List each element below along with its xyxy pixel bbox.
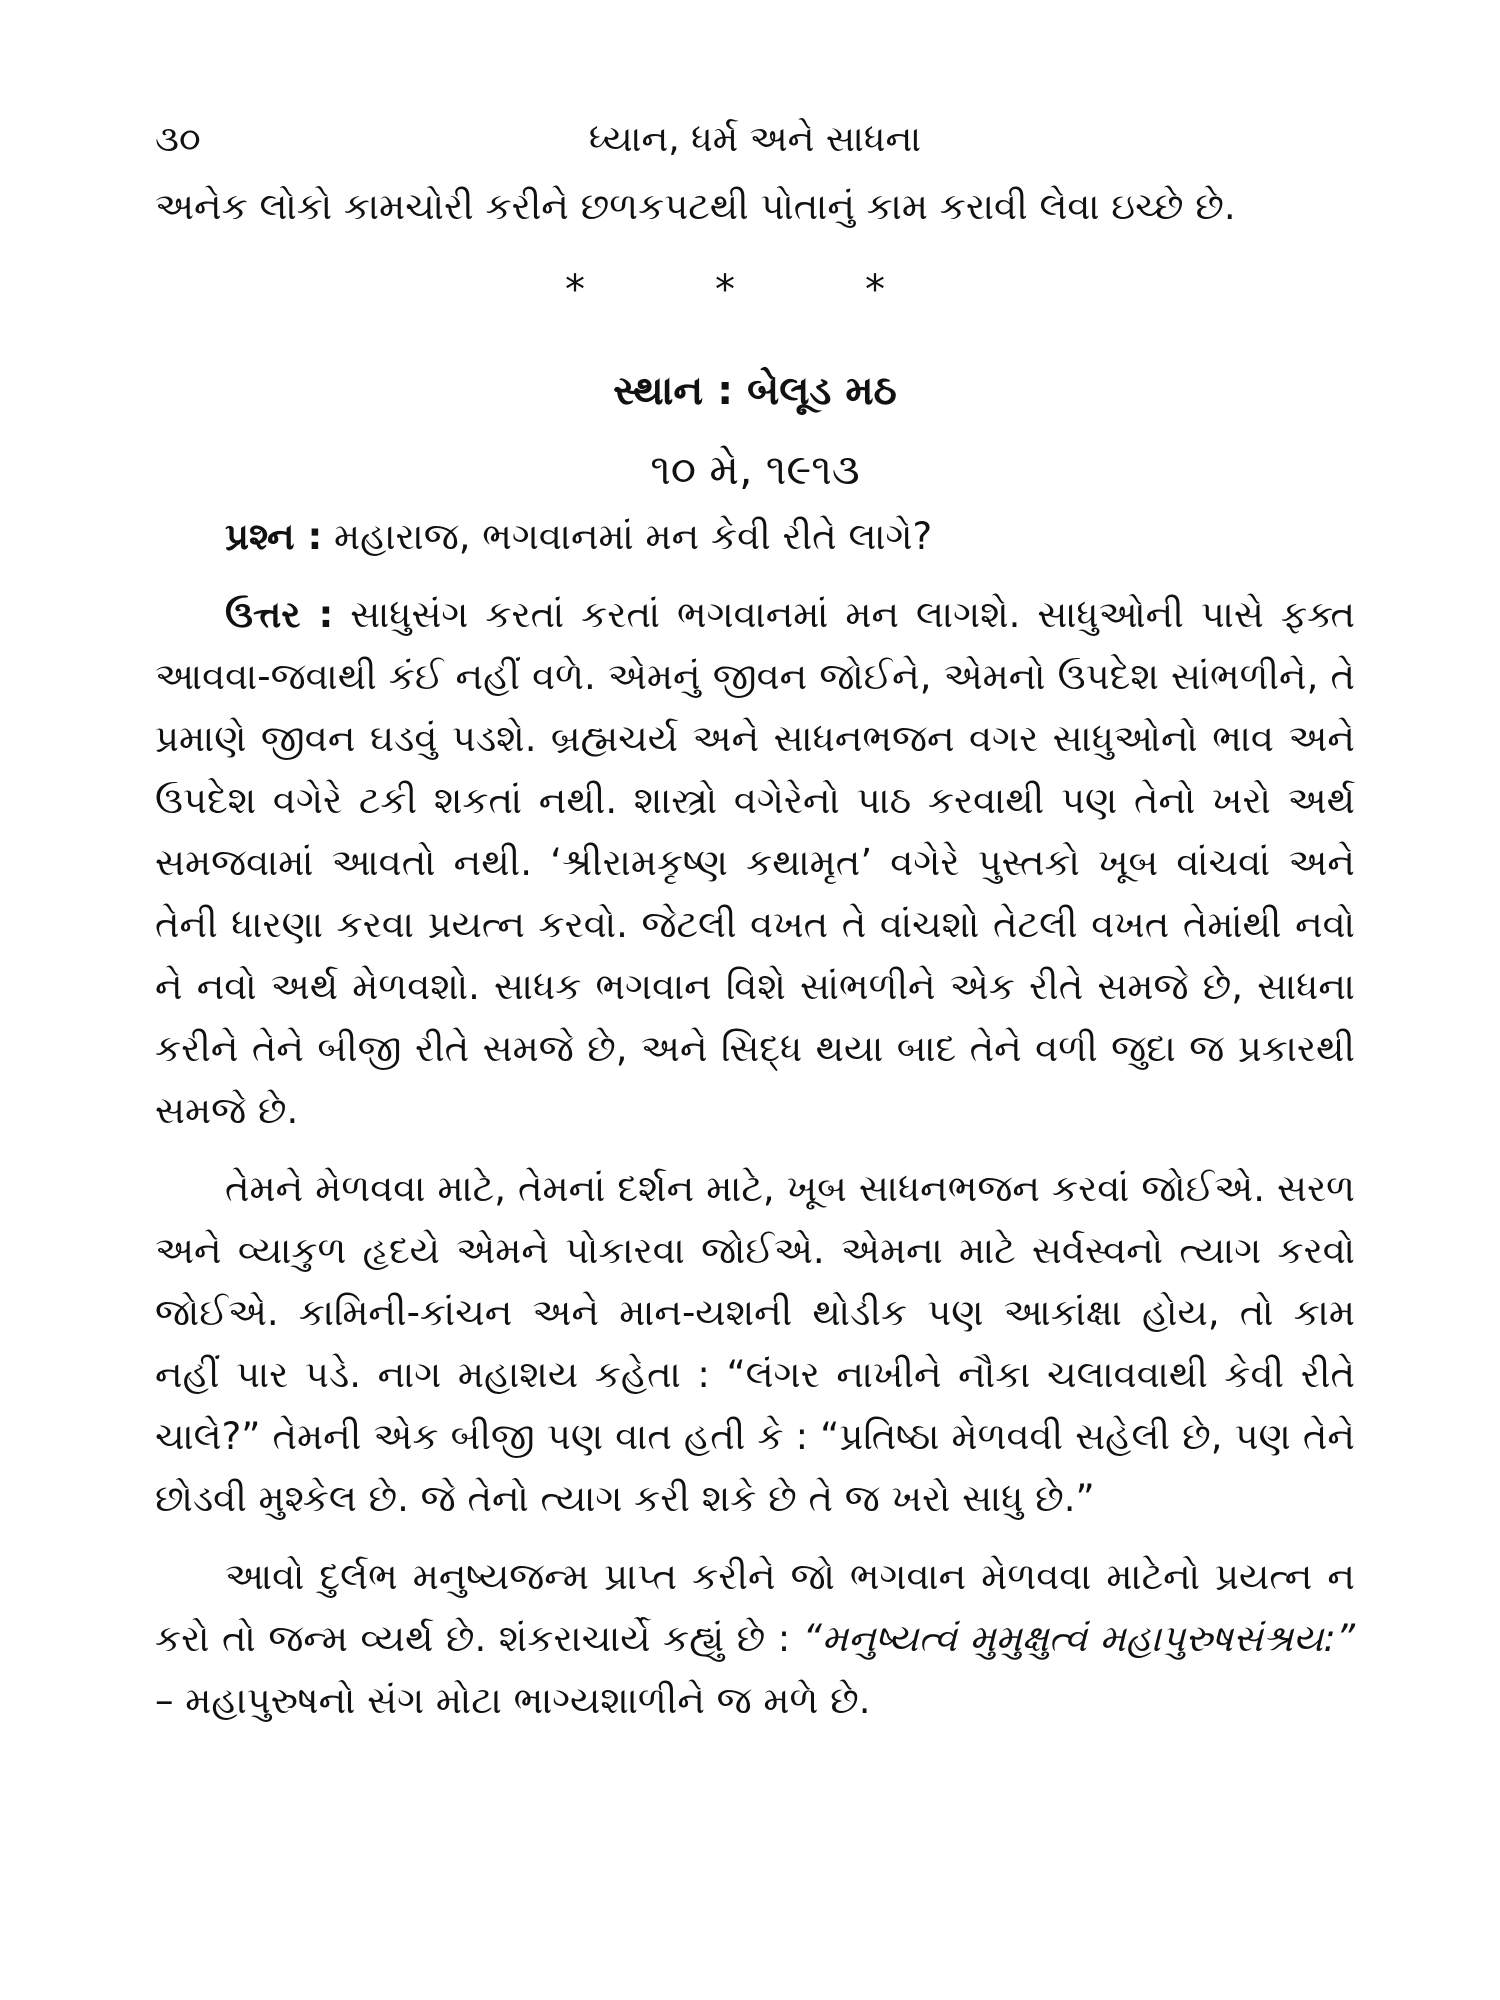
answer-text: સાધુસંગ કરતાં કરતાં ભગવાનમાં મન લાગશે. સાધુઓની પાસે ફક્ત આવવા-જવાથી કંઈ નહીં વળે. એમનું જીવન જોઈને, એમનો ઉપદેશ સાંભળીને, તે પ્રમાણે જીવન ઘડવું પડશે. બ્રહ્મચર્ય અને સાધનભજન વગર સાધુઓનો ભાવ અને ઉપદેશ વગેરે ટકી શકતાં નથી. શાસ્ત્રો વગેરેનો પાઠ કરવાથી પણ તેનો ખરો અર્થ સમજવામાં આવતો નથી. ‘શ્રીરામકૃષ્ણ કથામૃત’ વગેરે પુસ્તકો ખૂબ વાંચવાં અને તેની ધારણા કરવા પ્રયત્ન કરવો. જેટલી વખત તે વાંચશો તેટલી વખત તેમાંથી નવો ને નવો અર્થ મેળવશો. સાધક ભગવાન વિશે સાંભળીને એક રીતે સમજે છે, સાધના કરીને તેને બીજી રીતે સમજે છે, અને સિદ્ધ થયા બાદ તેને વળી જુદા જ પ્રકારથી સમજે છે.	[155, 593, 1356, 1132]
carry-over-paragraph: અનેક લોકો કામચોરી કરીને છળકપટથી પોતાનું કામ કરાવી લેવા ઇચ્છે છે.	[155, 185, 1236, 228]
running-header	[155, 110, 1355, 170]
book-title: ધ્યાન, ધર્મ અને સાધના	[588, 119, 922, 160]
question-label: પ્રશ્ન :	[225, 515, 323, 558]
page-number: ૩૦	[155, 119, 201, 160]
separator-star: *	[565, 267, 585, 313]
answer-paragraph	[155, 584, 1355, 1142]
book-page	[155, 110, 1355, 1970]
body-paragraph-closing	[155, 1546, 1355, 1732]
body-paragraph: તેમને મેળવવા માટે, તેમનાં દર્શન માટે, ખૂબ સાધનભજન કરવાં જોઈએ. સરળ અને વ્યાકુળ હૃદયે એમને પોકારવા જોઈએ. એમના માટે સર્વસ્વનો ત્યાગ કરવો જોઈએ. કામિની-કાંચન અને માન-યશની થોડીક પણ આકાંક્ષા હોય, તો કામ નહીં પાર પડે. નાગ મહાશય કહેતા : “લંગર નાખીને નૌકા ચલાવવાથી કેવી રીતે ચાલે?” તેમની એક બીજી પણ વાત હતી કે : “પ્રતિષ્ઠા મેળવવી સહેલી છે, પણ તેને છોડવી મુશ્કેલ છે. જે તેનો ત્યાગ કરી શકે છે તે જ ખરો સાધુ છે.”	[155, 1167, 1355, 1520]
closing-text-after: – મહાપુરુષનો સંગ મોટા ભાગ્યશાળીને જ મળે છે.	[155, 1679, 871, 1722]
question-text: મહારાજ, ભગવાનમાં મન કેવી રીતે લાગે?	[334, 515, 933, 558]
section-separator	[95, 260, 1355, 320]
sanskrit-quote: “મનુષ્યત્વં મુમુક્ષુત્વં મહાપુરુષસંશ્રય:”	[802, 1617, 1355, 1660]
section-date-heading: ૧૦ મે, ૧૯૧૩	[650, 445, 860, 494]
closing-text-before: આવો દુર્લભ મનુષ્યજન્મ પ્રાપ્ત કરીને જો ભગવાન મેળવવા માટેનો પ્રયત્ન ન કરો તો જન્મ વ્યર્થ છે. શંકરાચાર્યે કહ્યું છે :	[155, 1555, 1355, 1660]
question-paragraph	[155, 506, 1355, 568]
section-place-heading: સ્થાન : બેલૂડ મઠ	[613, 368, 897, 414]
answer-label: ઉત્તર :	[225, 593, 334, 636]
separator-star: *	[715, 267, 735, 313]
separator-star: *	[865, 267, 885, 313]
